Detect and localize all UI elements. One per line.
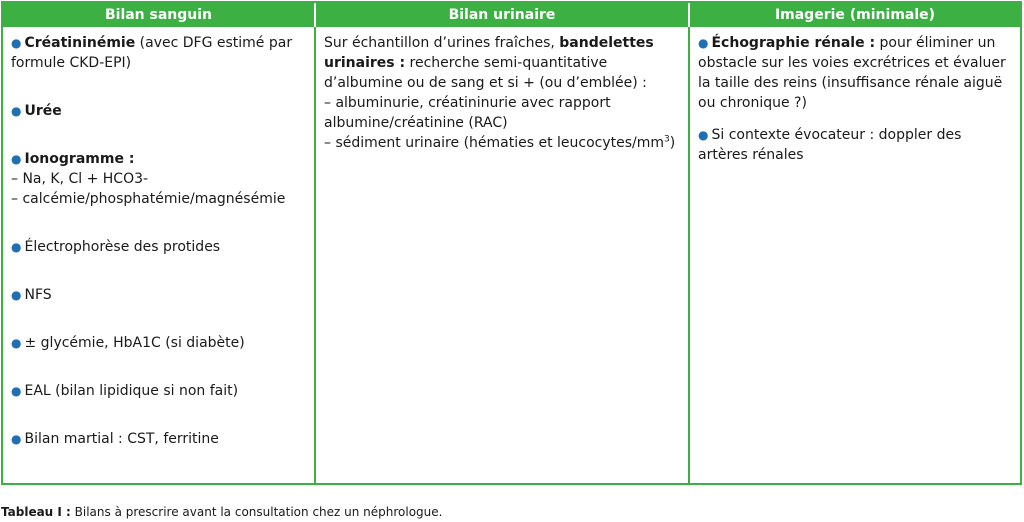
- prescription-table: [1, 1, 1022, 485]
- bullet-icon: ●: [11, 104, 22, 118]
- table-header-row: [3, 3, 1020, 27]
- list-item: ● Échographie rénale : pour éliminer un obstacle sur les voies excrétrices et évaluer la taille des reins (insuffisance rénale aiguë ou chronique ?): [698, 35, 1006, 111]
- bullet-icon: ●: [11, 336, 22, 350]
- urine-paragraph: Sur échantillon d’urines fraîches, bandelettes urinaires : recherche semi-quantitative d’albumine ou de sang et si + (ou d’emblée) : – albuminurie, créatininurie avec rapport albumine/créatinine (RAC) – sédiment urinaire (hématies et leucocytes/$mm^3$): [324, 35, 676, 151]
- list-item: ● Électrophorèse des protides: [11, 239, 221, 255]
- bullet-icon: ●: [11, 240, 22, 254]
- urine-tests-cell: [314, 27, 688, 483]
- list-item: ● Si contexte évocateur : doppler des artères rénales: [698, 127, 962, 163]
- table-caption: Tableau I : Bilans à prescrire avant la consultation chez un néphrologue.: [1, 505, 443, 519]
- blood-tests-cell: [3, 27, 314, 483]
- list-item: ● EAL (bilan lipidique si non fait): [11, 383, 239, 399]
- header-bilan-sanguin: Bilan sanguin: [104, 7, 213, 23]
- list-item: ● Créatininémie (avec DFG estimé par formule CKD-EPI): [11, 35, 293, 71]
- bullet-icon: ●: [11, 36, 22, 50]
- bullet-icon: ●: [11, 152, 22, 166]
- bullet-icon: ●: [11, 432, 22, 446]
- list-item: ● Ionogramme : – Na, K, Cl + HCO3- – calcémie/phosphatémie/magnésémie: [11, 151, 286, 207]
- bullet-icon: ●: [698, 128, 709, 142]
- imaging-cell: [688, 27, 1020, 483]
- list-item: ● ± glycémie, HbA1C (si diabète): [11, 335, 245, 351]
- header-imagerie: Imagerie (minimale): [688, 3, 1020, 27]
- bullet-icon: ●: [11, 288, 22, 302]
- bullet-icon: ●: [11, 384, 22, 398]
- bullet-icon: ●: [698, 36, 709, 50]
- list-item: ● Urée: [11, 103, 62, 119]
- list-item: ● Bilan martial : CST, ferritine: [11, 431, 219, 447]
- header-bilan-urinaire: Bilan urinaire: [314, 3, 688, 27]
- list-item: ● NFS: [11, 287, 52, 303]
- table-body-row: [3, 27, 1020, 483]
